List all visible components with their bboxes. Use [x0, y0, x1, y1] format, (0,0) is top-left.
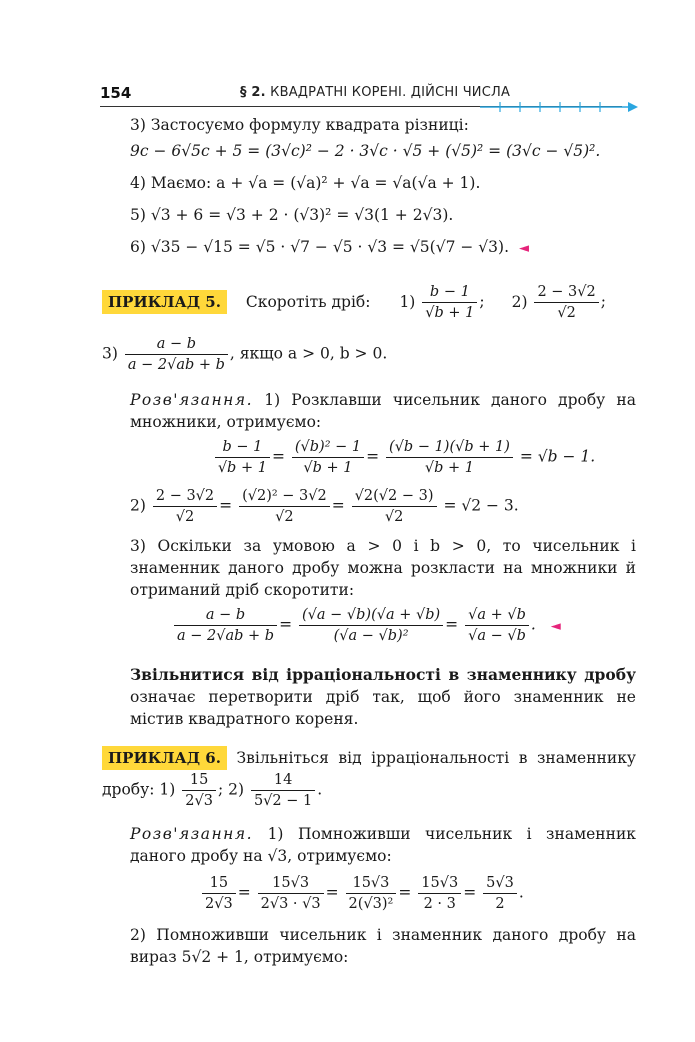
fraction-numerator: 2 − 3√2: [153, 486, 217, 507]
example-6-fraction-2: [251, 770, 315, 811]
fraction-numerator: (√a − √b)(√a + √b): [299, 605, 443, 626]
fraction-denominator: (√a − √b)²: [333, 628, 409, 644]
fraction-denominator: √b + 1: [424, 460, 475, 476]
fraction-denominator: √b + 1: [303, 460, 353, 476]
fraction: [258, 873, 324, 914]
item-3-intro: 3) Застосуємо формулу квадрата різниці:: [130, 116, 469, 134]
item-5: [102, 204, 636, 226]
fraction-denominator: 5√2 − 1: [253, 793, 313, 809]
fraction-denominator: 2 · 3: [423, 896, 456, 912]
rule-normal-text: означає перетворити дріб так, щоб його знаменник не містив квадратного кореня.: [130, 688, 636, 728]
fraction-numerator: a − b: [174, 605, 277, 626]
fraction-denominator: √2: [175, 509, 195, 525]
end-mark-icon: ◄: [519, 241, 529, 256]
fraction-numerator: (√b − 1)(√b + 1): [386, 437, 513, 458]
fraction-numerator: 5√3: [483, 873, 517, 894]
example-6-solution-1-equation: $\frac{15}{2√3}$ = $\frac{15√3}{2√3 \cdot √3}$ = $\frac{15√3}{\text{2(√3)²}}$ = $\frac{15√3}{2 \cdot 3}$ = $\frac{5√3}{2}$ .: [102, 873, 636, 914]
fraction: [292, 437, 364, 478]
solution-1-text: 1) Розклавши чисельник даного дробу на множники, отримуємо:: [130, 391, 636, 431]
item-5-text: 5) √3 + 6 = √3 + 2 · (√3)² = √3(1 + 2√3).: [130, 206, 454, 224]
example-5-task: Скоротіть дріб:: [245, 292, 371, 311]
fraction: [483, 873, 517, 914]
example-6-mid: ; 2): [217, 780, 245, 799]
fraction-numerator: √2(√2 − 3): [352, 486, 437, 507]
fraction-denominator: a − 2√ab + b: [177, 628, 275, 644]
item-4: [102, 172, 636, 194]
fraction-numerator: (√b)² − 1: [292, 437, 364, 458]
fraction-denominator: √2: [557, 305, 576, 321]
section-title: [240, 85, 510, 100]
fraction: [352, 486, 437, 527]
fraction: [239, 486, 330, 527]
fraction: [202, 873, 236, 914]
example-5-fraction-1: [422, 282, 477, 323]
fraction-numerator: 15√3: [258, 873, 324, 894]
item-4-text: 4) Маємо: a + √a = (√a)² + √a = √a(√a + 1).: [130, 174, 481, 192]
fraction-denominator: 2√3: [205, 896, 233, 912]
end-mark-icon: ◄: [550, 618, 561, 634]
fraction-denominator: √a − √b: [468, 628, 526, 644]
fraction-denominator: √b + 1: [425, 305, 475, 321]
example-5-part3: [102, 334, 636, 375]
solution-label: Розв'язання.: [130, 391, 254, 409]
fraction: [346, 873, 397, 914]
fraction-numerator: √a + √b: [465, 605, 529, 626]
example-5-part1: 1): [399, 292, 416, 311]
example-5-part2: 2): [511, 292, 528, 311]
solution-2-prefix: 2): [130, 496, 146, 515]
fraction: [386, 437, 513, 478]
fraction: [299, 605, 443, 646]
equation-result: = √b − 1.: [519, 447, 596, 466]
example-5-solution-1: [102, 389, 636, 433]
fraction-numerator: 15: [202, 873, 236, 894]
section-prefix: § 2.: [240, 85, 266, 100]
fraction-numerator: 15√3: [346, 873, 397, 894]
page-header: [100, 84, 640, 110]
fraction-denominator: 2√3: [185, 793, 213, 809]
fraction: [174, 605, 277, 646]
fraction-numerator: 15: [182, 770, 216, 791]
example-5-fraction-2: [534, 282, 598, 323]
example-6-end: .: [317, 780, 323, 799]
example-6-fraction-1: [182, 770, 216, 811]
fraction-denominator: √2: [275, 509, 294, 525]
solution-1-text: 1) Помноживши чисельник і знаменник даного дробу на √3, отримуємо:: [130, 825, 636, 865]
fraction: [153, 486, 217, 527]
example-6-label: ПРИКЛАД 6.: [102, 746, 227, 770]
example-5-header: ПРИКЛАД 5. Скоротіть дріб: 1) $\frac{b - 1}{√b + 1}$ ; 2) $\frac{2 - 3√2}{√2}$ ;: [102, 282, 636, 328]
page-number: 154: [100, 84, 132, 102]
example-6-task: Звільніться від ірраціональності в знаменнику дробу: 1): [102, 749, 636, 799]
fraction-numerator: b − 1: [422, 282, 477, 303]
fraction: [465, 605, 529, 646]
page-content: [102, 112, 636, 968]
fraction: [215, 437, 270, 478]
fraction-numerator: b − 1: [215, 437, 270, 458]
irrationality-rule: [102, 664, 636, 730]
example-5-condition: , якщо a > 0, b > 0.: [229, 344, 388, 363]
fraction-denominator: 2(√3)²: [348, 896, 394, 912]
fraction-denominator: a − 2√ab + b: [127, 357, 225, 373]
example-5-solution-1-equation: $\frac{b - 1}{√b + 1}$ = $\frac{\text{(√b)² − 1}}{√b + 1}$ = $\frac{(√b - 1)(√b + 1)}{√b + 1}$ = √b − 1.: [102, 437, 636, 478]
example-5-fraction-3: [125, 334, 228, 375]
example-6-solution-1: [102, 823, 636, 867]
item-6: [102, 236, 636, 260]
item-3-formula: 9c − 6√5c + 5 = (3√c)² − 2 · 3√c · √5 + (√5)² = (3√c − √5)².: [130, 142, 601, 160]
solution-label: Розв'язання.: [130, 825, 254, 843]
fraction: [418, 873, 461, 914]
fraction-denominator: 2√3 · √3: [260, 896, 321, 912]
item-6-text: 6) √35 − √15 = √5 · √7 − √5 · √3 = √5(√7 − √3).: [130, 238, 509, 256]
example-5-solution-3-equation: $\frac{a - b}{a - 2√ab + b}$ = $\frac{(√a - √b)(√a + √b)}{\text{(√a − √b)²}}$ = $\frac{√a + √b}{√a - √b}$ . ◄: [102, 605, 636, 646]
example-5-solution-3-text: 3) Оскільки за умовою a > 0 і b > 0, то чисельник і знаменник даного дробу можна розкласти на множники й отриманий дріб скоротити:: [130, 537, 636, 599]
example-5-part3-number: 3): [102, 344, 118, 363]
example-5-solution-2-equation: 2) $\frac{2 - 3√2}{√2}$ = $\frac{\text{(√2)² − 3√2}}{√2}$ = $\frac{√2(√2 - 3)}{√2}$ = √2 − 3.: [130, 488, 519, 525]
fraction-denominator: √b + 1: [217, 460, 267, 476]
example-6-header: [102, 746, 636, 811]
example-5-label: ПРИКЛАД 5.: [102, 290, 227, 314]
section-name: КВАДРАТНІ КОРЕНІ. ДІЙСНІ ЧИСЛА: [270, 85, 511, 100]
fraction-numerator: a − b: [125, 334, 228, 355]
fraction-numerator: (√2)² − 3√2: [239, 486, 330, 507]
fraction-denominator: √2: [384, 509, 404, 525]
fraction-numerator: 2 − 3√2: [534, 282, 598, 303]
fraction-numerator: 15√3: [418, 873, 461, 894]
fraction-numerator: 14: [251, 770, 315, 791]
example-6-solution-2-text: 2) Помноживши чисельник і знаменник даного дробу на вираз 5√2 + 1, отримуємо:: [130, 926, 636, 966]
rule-bold-text: Звільнитися від ірраціональності в знаменнику дробу: [130, 665, 636, 684]
fraction-denominator: 2: [495, 896, 505, 912]
equation-result: = √2 − 3.: [443, 496, 519, 515]
